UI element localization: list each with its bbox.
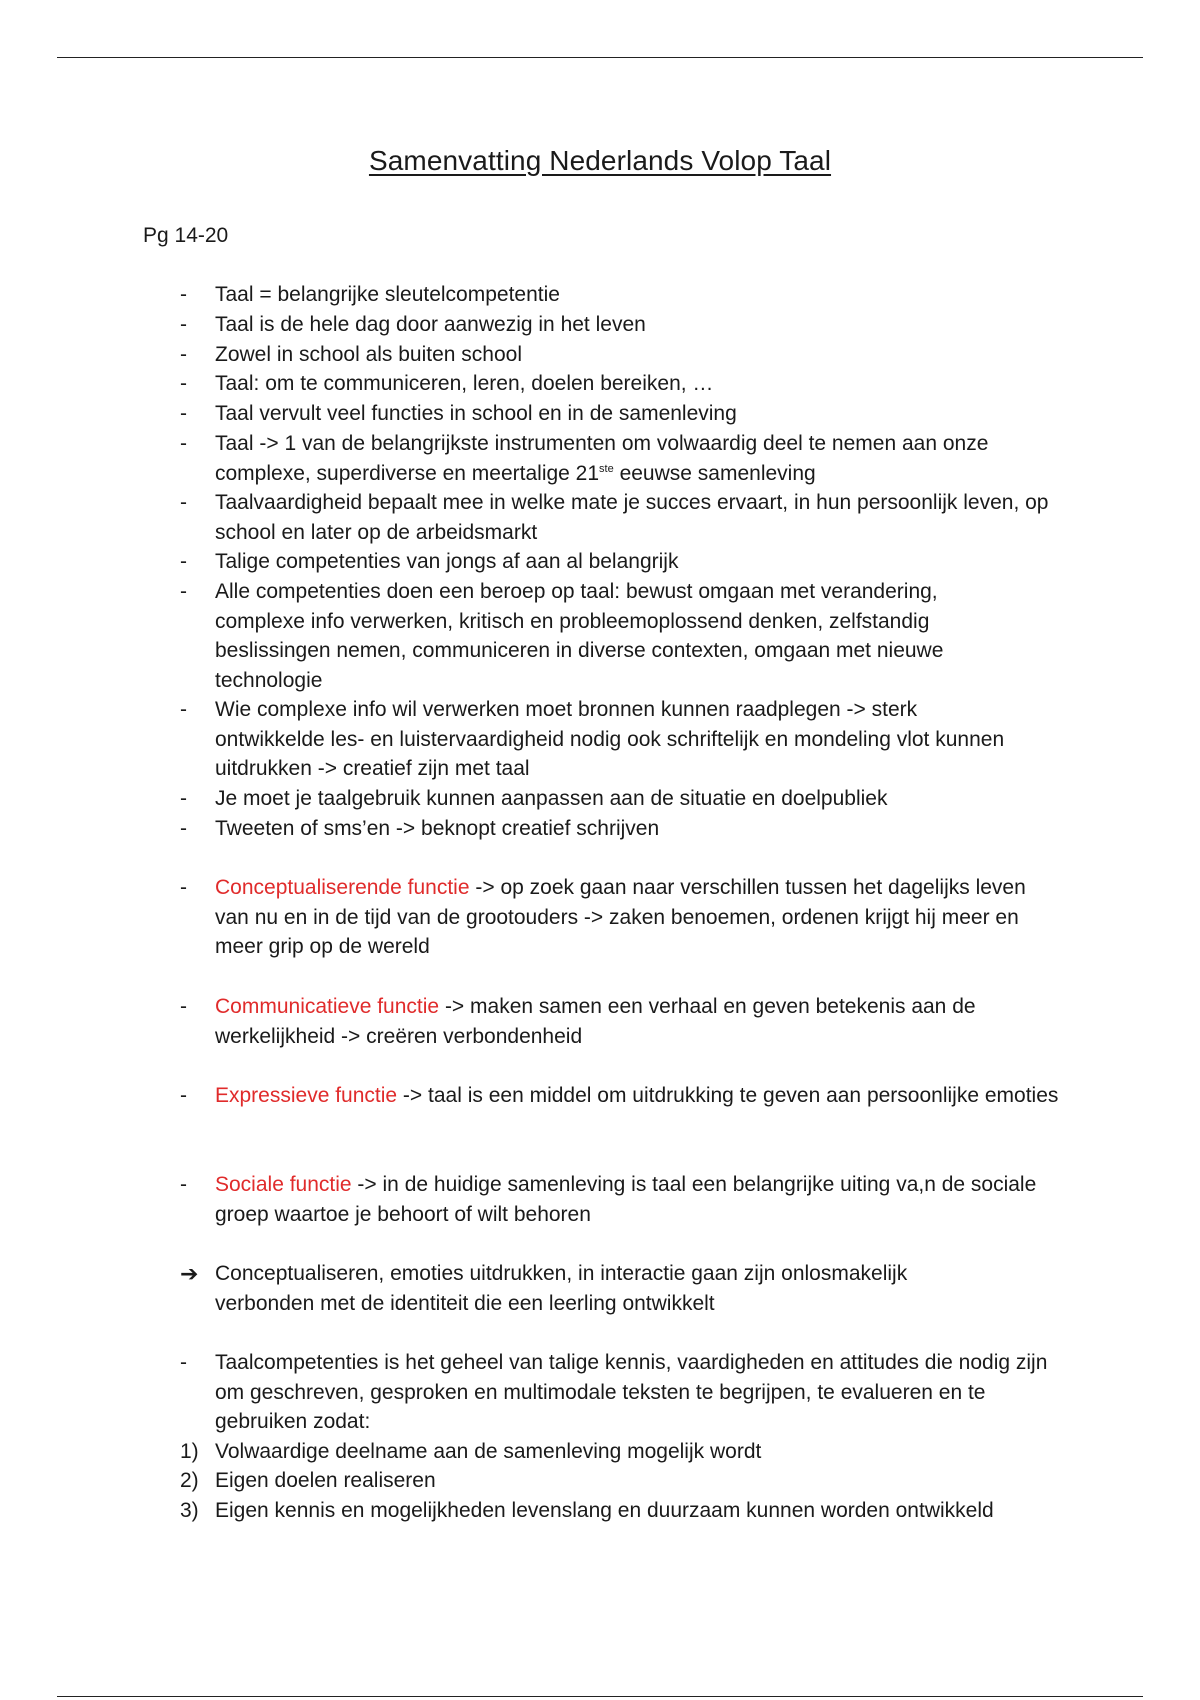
bullet-dash: - bbox=[180, 1173, 187, 1196]
function-term: Sociale functie bbox=[215, 1173, 352, 1196]
bullet-dash: - bbox=[180, 313, 187, 336]
bullet-dash: - bbox=[180, 402, 187, 425]
bullet-dash: - bbox=[180, 698, 187, 721]
bullet-dash: - bbox=[180, 995, 187, 1018]
bullet-dash: - bbox=[180, 817, 187, 840]
arrow-right-icon: ➔ bbox=[180, 1261, 199, 1286]
bullet-dash: - bbox=[180, 876, 187, 899]
bullet-dash: - bbox=[180, 283, 187, 306]
function-term: Conceptualiserende functie bbox=[215, 876, 470, 899]
bullet-dash: - bbox=[180, 787, 187, 810]
bullet-dash: - bbox=[180, 1084, 187, 1107]
document-title: Samenvatting Nederlands Volop Taal bbox=[368, 145, 832, 176]
bottom-rule bbox=[57, 1696, 1143, 1697]
function-term: Communicatieve functie bbox=[215, 995, 440, 1018]
bullet-dash: - bbox=[180, 580, 187, 603]
bullet-dash: - bbox=[180, 550, 187, 573]
bullet-dash: - bbox=[180, 372, 187, 395]
bullet-dash: - bbox=[180, 343, 187, 366]
function-term: Expressieve functie bbox=[215, 1084, 398, 1107]
page-range: Pg 14-20 bbox=[143, 224, 229, 247]
top-rule bbox=[57, 57, 1143, 58]
bullet-dash: - bbox=[180, 432, 187, 455]
bullet-dash: - bbox=[180, 491, 187, 514]
bullet-dash: - bbox=[180, 1351, 187, 1374]
